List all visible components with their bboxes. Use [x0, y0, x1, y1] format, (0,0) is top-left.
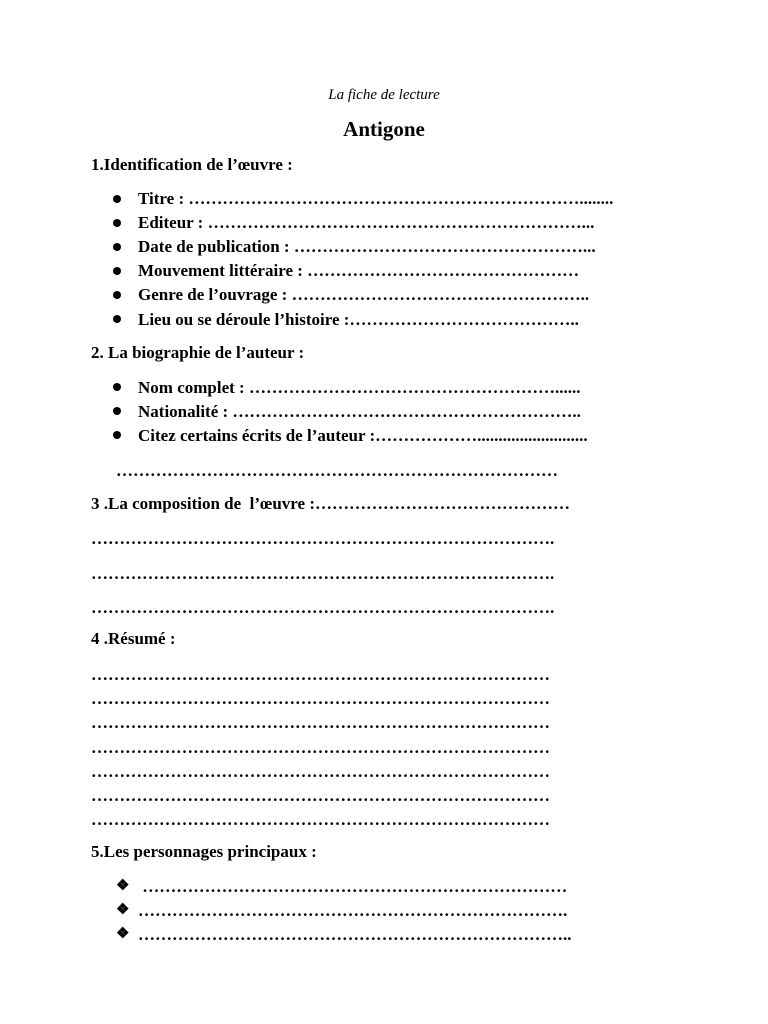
field-nationalite: Nationalité : …………………………………………………….. — [138, 402, 581, 421]
field-ecrits-auteur: Citez certains écrits de l’auteur :……………….......................... — [138, 426, 588, 445]
section1-heading: 1.Identification de l’œuvre : — [91, 155, 293, 174]
personnage-line: ………………………………………………………………… — [138, 877, 568, 896]
resume-line: ……………………………………………………………………… — [91, 786, 550, 805]
resume-line: ……………………………………………………………………… — [91, 738, 550, 757]
bullet-dot-icon — [113, 407, 121, 415]
field-genre-ouvrage: Genre de l’ouvrage : …………………………………………….. — [138, 285, 590, 304]
bullet-dot-icon — [113, 267, 121, 275]
resume-line: ……………………………………………………………………… — [91, 762, 550, 781]
composition-line: ………………………………………………………………………. — [91, 529, 555, 548]
diamond-bullet-icon: ❖ — [116, 926, 130, 942]
document-subtitle: La fiche de lecture — [328, 87, 440, 103]
bullet-dot-icon — [113, 219, 121, 227]
field-mouvement-litteraire: Mouvement littéraire : ………………………………………… — [138, 261, 580, 280]
resume-line: ……………………………………………………………………… — [91, 713, 550, 732]
field-titre: Titre : ……………………………………………………………........ — [138, 189, 614, 208]
bullet-dot-icon — [113, 243, 121, 251]
field-date-publication: Date de publication : ……………………………………………... — [138, 237, 596, 256]
resume-line: ……………………………………………………………………… — [91, 665, 550, 684]
section3-heading: 3 .La composition de l’œuvre :……………………………………… — [91, 494, 570, 513]
document-title: Antigone — [343, 117, 425, 141]
composition-line: ………………………………………………………………………. — [91, 598, 555, 617]
section4-heading: 4 .Résumé : — [91, 629, 176, 648]
field-nom-complet: Nom complet : ………………………………………………...... — [138, 378, 581, 397]
bullet-dot-icon — [113, 315, 121, 323]
personnage-line: …………………………………………………………………. — [138, 901, 568, 920]
diamond-bullet-icon: ❖ — [116, 902, 130, 918]
personnage-line: ………………………………………………………………….. — [138, 925, 572, 944]
field-ecrits-continuation: …………………………………………………………………… — [116, 461, 558, 480]
section2-heading: 2. La biographie de l’auteur : — [91, 343, 305, 362]
field-editeur: Editeur : …………………………………………………………... — [138, 213, 595, 232]
bullet-dot-icon — [113, 431, 121, 439]
resume-line: ……………………………………………………………………… — [91, 810, 550, 829]
field-lieu-histoire: Lieu ou se déroule l’histoire :………………………………….. — [138, 310, 579, 329]
resume-line: ……………………………………………………………………… — [91, 689, 550, 708]
bullet-dot-icon — [113, 291, 121, 299]
bullet-dot-icon — [113, 195, 121, 203]
section5-heading: 5.Les personnages principaux : — [91, 842, 317, 861]
diamond-bullet-icon: ❖ — [116, 878, 130, 894]
composition-line: ………………………………………………………………………. — [91, 564, 555, 583]
bullet-dot-icon — [113, 383, 121, 391]
